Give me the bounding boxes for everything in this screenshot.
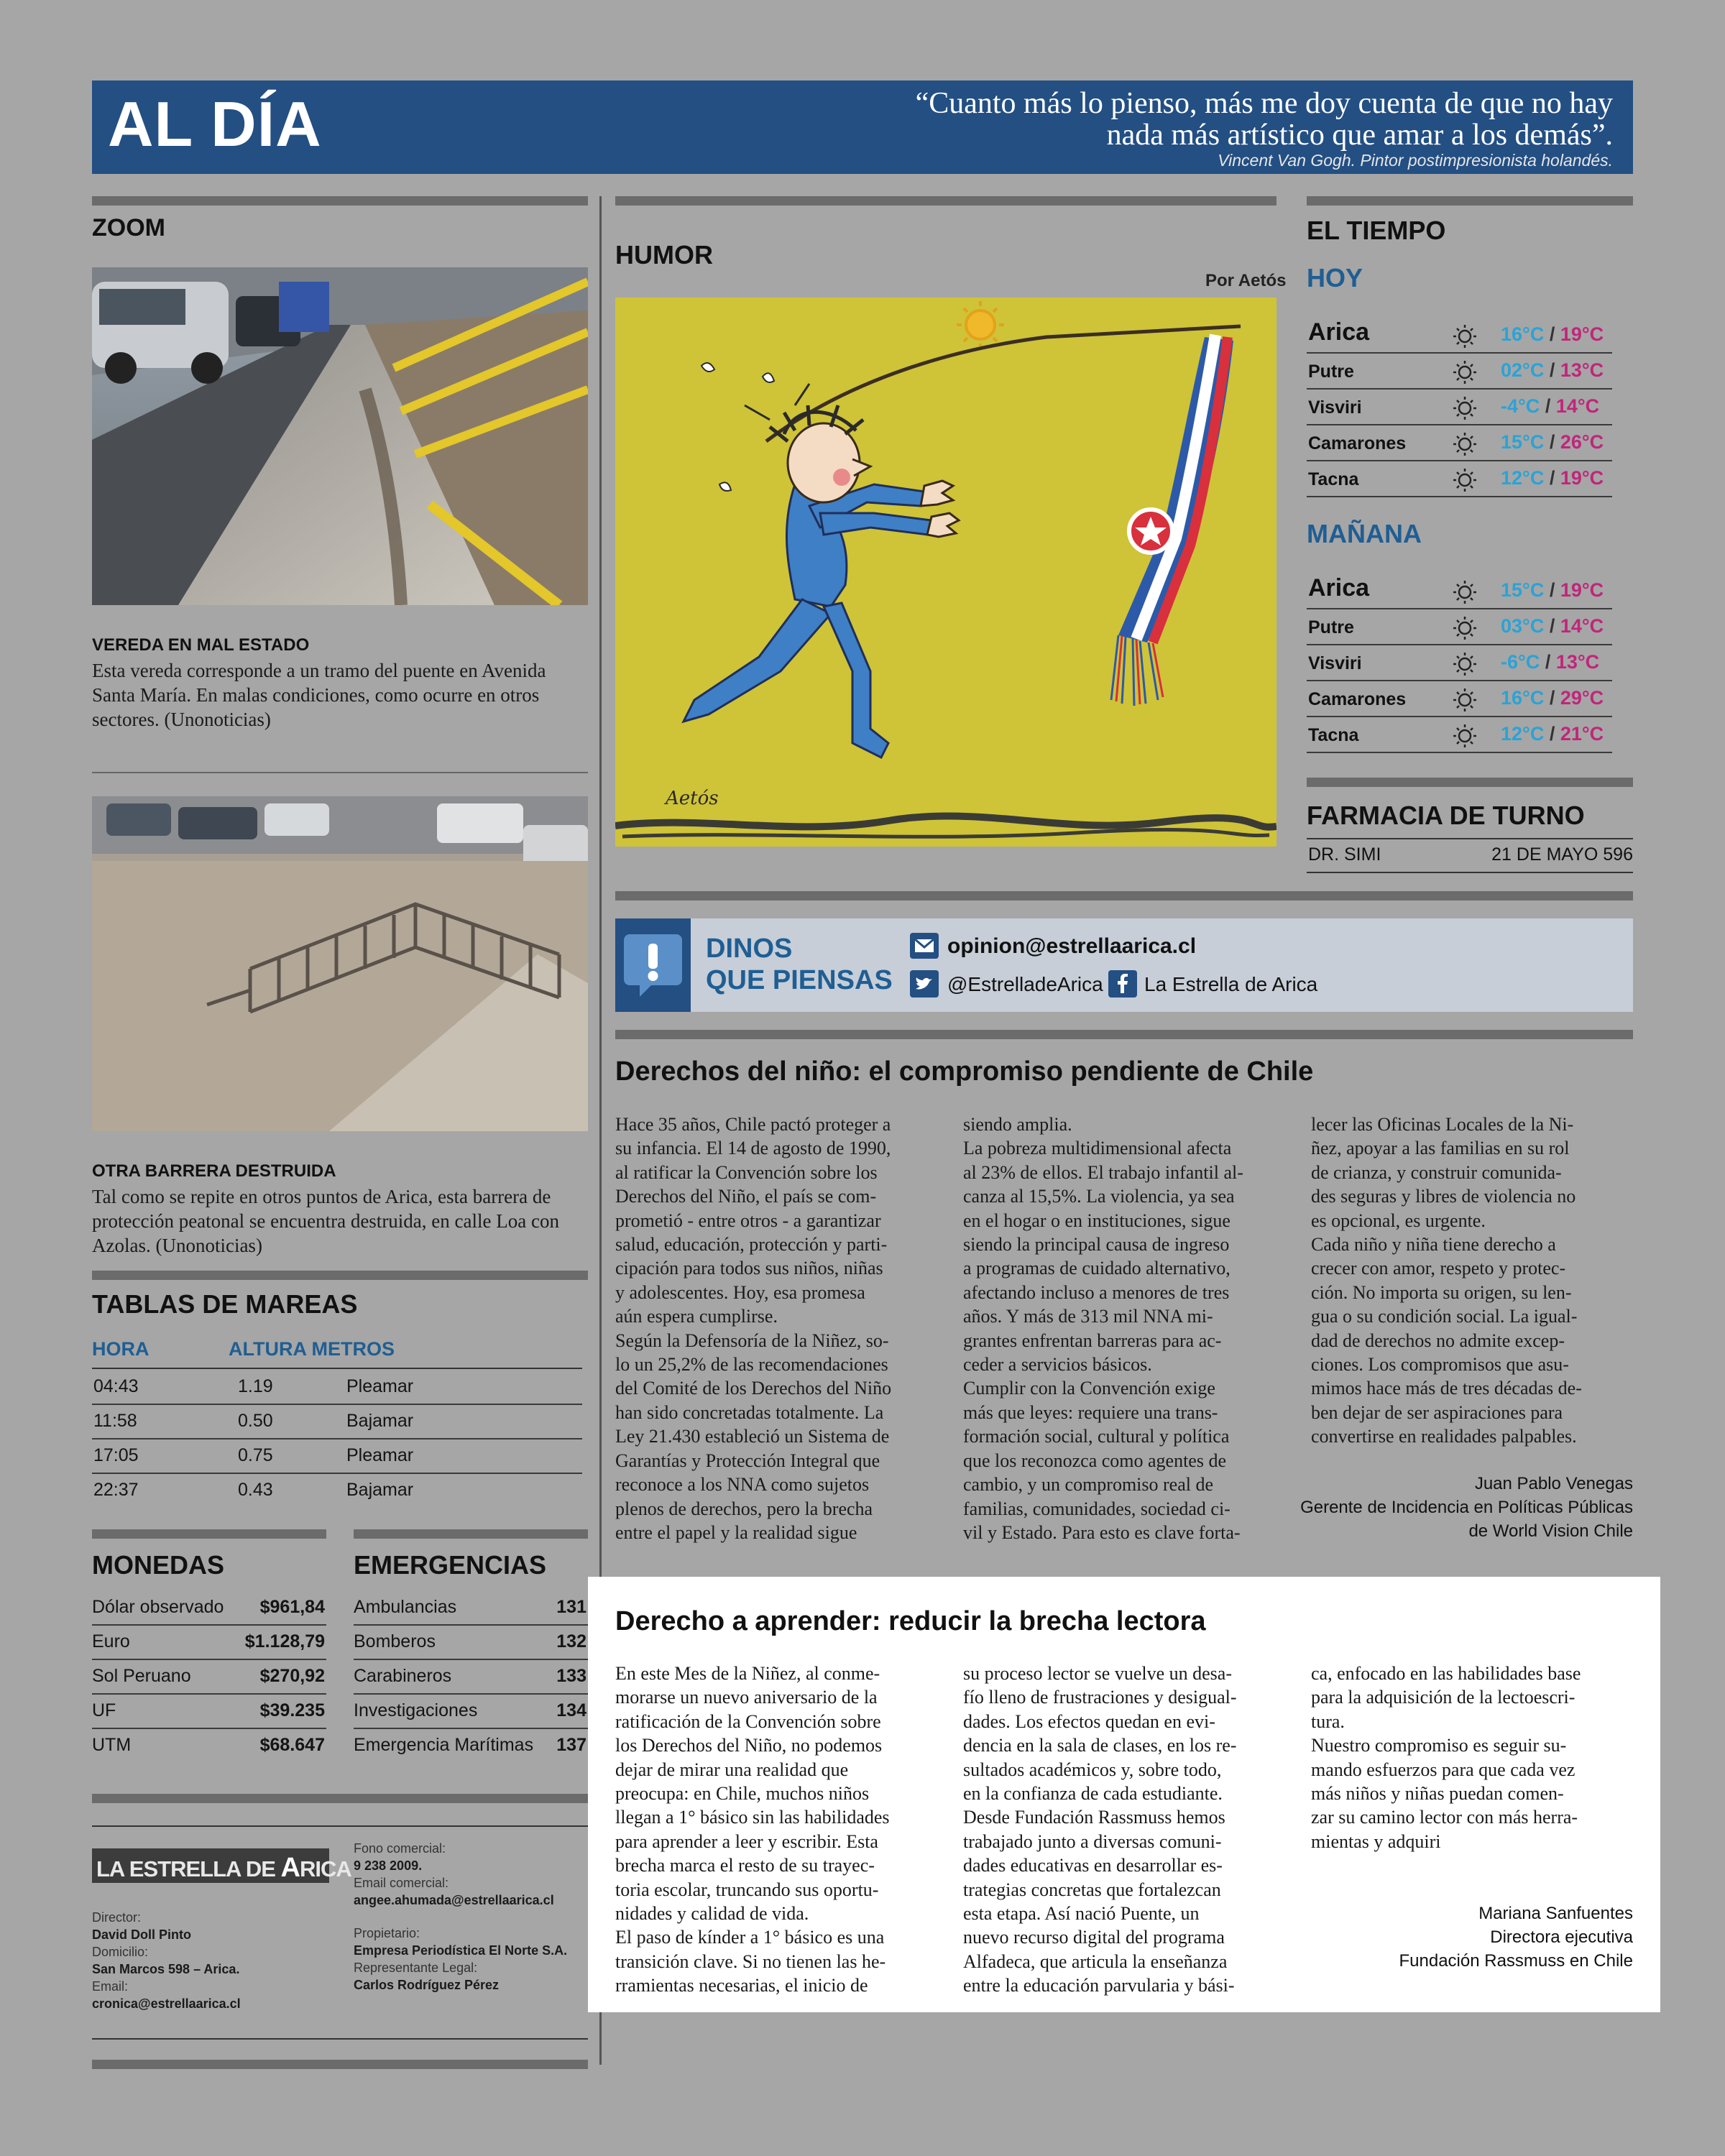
article-title: Derecho a aprender: reducir la brecha lectora <box>615 1606 1206 1636</box>
emergency-number: 133 <box>556 1666 586 1686</box>
temp-max: 26°C <box>1560 431 1604 453</box>
temp-min: -6°C <box>1501 651 1540 673</box>
weather-row <box>1307 424 1612 461</box>
pharmacy-name: DR. SIMI <box>1308 844 1381 865</box>
artist-signature: Aetós <box>666 788 719 809</box>
author-name: Mariana Sanfuentes <box>1478 1904 1633 1923</box>
currency-name: Dólar observado <box>92 1597 224 1617</box>
divider <box>1307 196 1633 206</box>
photo-broken-barrier <box>92 796 588 1131</box>
table-row <box>92 1369 582 1405</box>
address-label: Domicilio: <box>92 1945 149 1959</box>
weather-temps: 12°C / 19°C <box>1501 467 1604 489</box>
author-role: Directora ejecutiva Fundación Rassmuss en Chile <box>1399 1927 1633 1971</box>
weather-row <box>1307 460 1612 497</box>
weather-city: Camarones <box>1308 433 1407 453</box>
temp-max: 13°C <box>1555 651 1600 673</box>
weather-temps: 15°C / 19°C <box>1501 579 1604 601</box>
director-name: David Doll Pinto <box>92 1927 192 1942</box>
email: cronica@estrellaarica.cl <box>92 1996 241 2011</box>
commercial-email-label: Email comercial: <box>354 1876 449 1890</box>
imprint-left <box>92 1909 329 2012</box>
sun-icon <box>1450 612 1479 641</box>
divider <box>92 1794 588 1803</box>
article-column-1: En este Mes de la Niñez, al conme- morarse un nuevo aniversario de la ratificación de la Convención sobre los Derechos del Niño, no podemos dejar de mirar una realidad que preocupa: en Chile, muchos niños llegan a 1° básico sin las habilidades para aprender a leer y escribir. Esta brecha marca el resto de su trayec- toria escolar, truncando sus oportu- nidades y calidad de vida. El paso de kínder a 1° básico es una transición clave. Si no tienen las he- rramientas necesarias, el inicio de <box>615 1663 890 1996</box>
divider <box>615 1030 1633 1039</box>
weather-temps: 12°C / 21°C <box>1501 723 1604 745</box>
emergency-number: 137 <box>556 1735 586 1755</box>
weather-row <box>1307 306 1612 354</box>
contact-title-line: QUE PIENSAS <box>706 965 893 995</box>
divider <box>354 1529 588 1539</box>
currencies-title: MONEDAS <box>92 1550 225 1580</box>
divider <box>1307 872 1633 873</box>
tide-height: 0.50 <box>238 1411 273 1431</box>
sun-icon <box>1450 684 1479 713</box>
tide-hour: 22:37 <box>93 1480 139 1500</box>
divider <box>92 1271 588 1280</box>
emergency-number: 134 <box>556 1700 586 1720</box>
weather-tomorrow-label: MAÑANA <box>1307 519 1422 548</box>
table-row <box>354 1590 588 1626</box>
owner: Empresa Periodística El Norte S.A. <box>354 1943 568 1958</box>
director-label: Director: <box>92 1910 142 1925</box>
currency-name: UF <box>92 1700 116 1720</box>
weather-row <box>1307 562 1612 609</box>
quote-author: Vincent Van Gogh. Pintor postimpresionista holandés. <box>1218 151 1613 170</box>
divider <box>92 196 588 206</box>
tide-type: Pleamar <box>346 1445 414 1465</box>
table-row <box>354 1624 588 1660</box>
commercial-email: angee.ahumada@estrellaarica.cl <box>354 1893 554 1907</box>
caption-text-1: Esta vereda corresponde a un tramo del puente en Avenida Santa María. En malas condiciones, como ocurre en otros sectores. (Unonoticias) <box>92 660 546 730</box>
sun-icon <box>1450 356 1479 385</box>
weather-temps: 02°C / 13°C <box>1501 359 1604 381</box>
sun-icon <box>1450 464 1479 493</box>
emergency-name: Carabineros <box>354 1666 452 1686</box>
emergency-number: 132 <box>556 1631 586 1651</box>
article-column-2: siendo amplia. La pobreza multidimensional afecta al 23% de ellos. El trabajo infantil al- canza al 15,5%. La violencia, ya sea en el hogar o en instituciones, sigue siendo la principal causa de ingreso a programas de cuidado alternativo, afectando incluso a menores de tres años. Y más de 313 mil NNA mi- grantes enfrentan barreras para ac- ceder a servicios básicos. Cumplir con la Convención exige más que leyes: requiere una trans- formación social, cultural y política que los reconozca como agentes de cambio, y un compromiso real de familias, comunidades, sociedad ci- vil y Estado. Para esto es clave forta- <box>963 1114 1243 1543</box>
zoom-title: ZOOM <box>92 214 165 241</box>
table-row <box>92 1693 326 1729</box>
temp-min: 12°C <box>1501 723 1545 745</box>
weather-row <box>1307 644 1612 681</box>
header-quote <box>678 88 1613 151</box>
author-name: Juan Pablo Venegas <box>1474 1474 1633 1493</box>
sun-icon <box>1450 392 1479 421</box>
contact-banner <box>615 918 1633 1012</box>
article-column-1: Hace 35 años, Chile pactó proteger a su infancia. El 14 de agosto de 1990, al ratificar la Convención sobre los Derechos del Niño, el país se com- prometió - entre otros - a garantizar salud, educación, protección y parti- cipación para todos sus niños, niñas y adolescentes. Hoy, esa promesa aún espera cumplirse. Según la Defensoría de la Niñez, so- lo un 25,2% de las recomendaciones del Comité de los Derechos del Niño han sido concretadas totalmente. La Ley 21.430 estableció un Sistema de Garantías y Protección Integral que reconoce a los NNA como sujetos plenos de derechos, pero la brecha entre el papel y la realidad sigue <box>615 1114 892 1543</box>
caption-heading-2: OTRA BARRERA DESTRUIDA <box>92 1161 336 1181</box>
table-row <box>92 1590 326 1626</box>
imprint-right <box>354 1840 591 1994</box>
currency-value: $68.647 <box>259 1735 325 1755</box>
emergency-number: 131 <box>556 1597 586 1617</box>
sun-icon <box>1450 428 1479 457</box>
temp-max: 21°C <box>1560 723 1604 745</box>
owner-label: Propietario: <box>354 1926 420 1940</box>
weather-city: Tacna <box>1308 469 1359 489</box>
weather-row <box>1307 716 1612 753</box>
humor-title: HUMOR <box>615 240 713 270</box>
temp-max: 14°C <box>1560 615 1604 637</box>
facebook-page[interactable]: La Estrella de Arica <box>1144 973 1318 995</box>
table-row <box>354 1659 588 1695</box>
quote-line-1: “Cuanto más lo pienso, más me doy cuenta de que no hay <box>915 87 1613 120</box>
temp-max: 29°C <box>1560 687 1604 709</box>
temp-min: 16°C <box>1501 323 1545 345</box>
cartoon-credit: Por Aetós <box>1205 271 1287 290</box>
table-row <box>354 1693 588 1729</box>
tide-type: Pleamar <box>346 1376 414 1396</box>
tide-height: 0.43 <box>238 1480 273 1500</box>
emergencies-title: EMERGENCIAS <box>354 1550 547 1580</box>
divider <box>92 2060 588 2069</box>
divider <box>92 1825 588 1827</box>
contact-title <box>706 933 893 996</box>
pharmacy-address: 21 DE MAYO 596 <box>1491 844 1633 865</box>
tides-title: TABLAS DE MAREAS <box>92 1289 358 1319</box>
sun-icon <box>1450 648 1479 677</box>
tide-height: 1.19 <box>238 1376 273 1396</box>
caption-heading-1: VEREDA EN MAL ESTADO <box>92 635 310 655</box>
tide-type: Bajamar <box>346 1411 414 1431</box>
weather-city: Putre <box>1308 617 1354 637</box>
weather-row <box>1307 388 1612 425</box>
divider <box>92 772 588 773</box>
article-title: Derechos del niño: el compromiso pendiente de Chile <box>615 1056 1314 1087</box>
caption-text-2: Tal como se repite en otros puntos de Arica, esta barrera de protección peatonal se encuentra destruida, en calle Loa con Azolas. (Unonoticias) <box>92 1186 559 1256</box>
weather-city: Arica <box>1308 318 1370 346</box>
currency-value: $961,84 <box>259 1597 325 1617</box>
article-column-3: lecer las Oficinas Locales de la Ni- ñez, apoyar a las familias en su rol de crianza, y construir comunida- des seguras y libres de violencia no es opcional, es urgente. Cada niño y niña tiene derecho a crecer con amor, respeto y protec- ción. No importa su origen, su len- gua o su condición social. La igual- dad de derechos no admite excep- ciones. Los compromisos que asu- mimos hace más de tres décadas de- ben dejar de ser aspiraciones para convertirse en realidades palpables. <box>1311 1114 1582 1447</box>
pharmacy-title: FARMACIA DE TURNO <box>1307 801 1585 830</box>
currency-value: $39.235 <box>259 1700 325 1720</box>
address: San Marcos 598 – Arica. <box>92 1962 240 1976</box>
divider <box>615 891 1633 900</box>
tide-type: Bajamar <box>346 1480 414 1500</box>
sun-icon <box>1450 321 1479 349</box>
phone: 9 238 2009. <box>354 1858 423 1873</box>
table-row <box>92 1438 582 1474</box>
weather-temps: 16°C / 29°C <box>1501 687 1604 709</box>
article-column-2: su proceso lector se vuelve un desa- fío lleno de frustraciones y desigual- dades. Los efectos quedan en evi- dencia en la sala de clases, en los re- sultados académicos y, sobre todo, en la confianza de cada estudiante. Desde Fundación Rassmuss hemos trabajado junto a diversas comuni- dades educativas en desarrollar es- trategias concretas que fortalezcan esta etapa. Así nació Puente, un nuevo recurso digital del programa Alfadeca, que articula la enseñanza entre la educación parvularia y bási- <box>963 1663 1237 1996</box>
contact-email-link[interactable]: opinion@estrellaarica.cl <box>947 934 1197 958</box>
weather-temps: -4°C / 14°C <box>1501 395 1600 417</box>
photo-sidewalk <box>92 267 588 605</box>
temp-min: 16°C <box>1501 687 1545 709</box>
divider <box>615 196 1276 206</box>
currency-name: Sol Peruano <box>92 1666 191 1686</box>
table-row <box>354 1728 588 1762</box>
table-row <box>92 1404 582 1439</box>
weather-title: EL TIEMPO <box>1307 216 1446 245</box>
cartoon-illustration <box>615 298 1276 847</box>
emergency-name: Bomberos <box>354 1631 436 1651</box>
sun-icon <box>1450 720 1479 749</box>
weather-temps: -6°C / 13°C <box>1501 651 1600 673</box>
twitter-handle[interactable]: @EstrelladeArica <box>947 973 1103 995</box>
email-label: Email: <box>92 1979 129 1994</box>
author-role: Gerente de Incidencia en Políticas Públicas de World Vision Chile <box>1300 1498 1633 1541</box>
table-row <box>92 1624 326 1660</box>
tides-height-header: ALTURA METROS <box>229 1338 395 1360</box>
temp-min: 02°C <box>1501 359 1545 381</box>
temp-min: 03°C <box>1501 615 1545 637</box>
section-title: AL DÍA <box>108 88 322 160</box>
facebook-icon[interactable] <box>1108 970 1137 998</box>
currency-value: $1.128,79 <box>244 1631 325 1651</box>
tides-hour-header: HORA <box>92 1338 150 1360</box>
legal-rep: Carlos Rodríguez Pérez <box>354 1978 500 1992</box>
tide-height: 0.75 <box>238 1445 273 1465</box>
currency-value: $270,92 <box>259 1666 325 1686</box>
weather-row <box>1307 352 1612 390</box>
legal-rep-label: Representante Legal: <box>354 1961 478 1975</box>
currency-name: UTM <box>92 1735 132 1755</box>
temp-max: 19°C <box>1560 579 1604 601</box>
temp-min: -4°C <box>1501 395 1540 417</box>
temp-min: 12°C <box>1501 467 1545 489</box>
emergency-name: Ambulancias <box>354 1597 457 1617</box>
weather-city: Visviri <box>1308 653 1362 673</box>
contact-title-line: DINOS <box>706 934 793 964</box>
weather-city: Putre <box>1308 361 1354 382</box>
article-column-3: ca, enfocado en las habilidades base para la adquisición de la lectoescri- tura. Nuestro compromiso es seguir su- mando esfuerzos para que cada vez más niños y niñas puedan comen- zar su camino lector con más herra- mientas y adquiri <box>1311 1663 1581 1852</box>
temp-max: 19°C <box>1560 323 1604 345</box>
divider <box>1307 838 1633 839</box>
newspaper-logo: LA ESTRELLA DE ARICA <box>92 1848 329 1883</box>
weather-temps: 16°C / 19°C <box>1501 323 1604 345</box>
weather-row <box>1307 608 1612 645</box>
page-header <box>92 80 1633 174</box>
weather-temps: 03°C / 14°C <box>1501 615 1604 637</box>
weather-row <box>1307 680 1612 717</box>
article-author <box>1265 1472 1633 1543</box>
tide-hour: 11:58 <box>93 1411 137 1431</box>
currency-name: Euro <box>92 1631 130 1651</box>
alert-icon <box>615 918 691 1012</box>
quote-line-2: nada más artístico que amar a los demás”. <box>1106 119 1613 152</box>
temp-max: 14°C <box>1555 395 1600 417</box>
article-author <box>1265 1902 1633 1973</box>
twitter-icon[interactable] <box>910 970 939 998</box>
table-row <box>92 1728 326 1762</box>
weather-temps: 15°C / 26°C <box>1501 431 1604 453</box>
table-row <box>92 1473 582 1507</box>
weather-city: Camarones <box>1308 689 1407 709</box>
logo-text: LA ESTRELLA DE <box>96 1856 281 1881</box>
logo-text: RICA <box>300 1856 351 1881</box>
divider <box>92 2038 588 2040</box>
tide-hour: 17:05 <box>93 1445 139 1465</box>
emergency-name: Emergencia Marítimas <box>354 1735 534 1755</box>
weather-today-label: HOY <box>1307 263 1363 292</box>
weather-city: Arica <box>1308 574 1370 602</box>
weather-city: Tacna <box>1308 725 1359 745</box>
phone-label: Fono comercial: <box>354 1841 446 1856</box>
weather-city: Visviri <box>1308 397 1362 418</box>
mail-icon <box>910 933 939 959</box>
temp-max: 19°C <box>1560 467 1604 489</box>
divider <box>92 1529 326 1539</box>
tide-hour: 04:43 <box>93 1376 139 1396</box>
temp-max: 13°C <box>1560 359 1604 381</box>
temp-min: 15°C <box>1501 579 1545 601</box>
temp-min: 15°C <box>1501 431 1545 453</box>
divider <box>1307 778 1633 787</box>
table-row <box>92 1659 326 1695</box>
emergency-name: Investigaciones <box>354 1700 478 1720</box>
sun-icon <box>1450 576 1479 605</box>
